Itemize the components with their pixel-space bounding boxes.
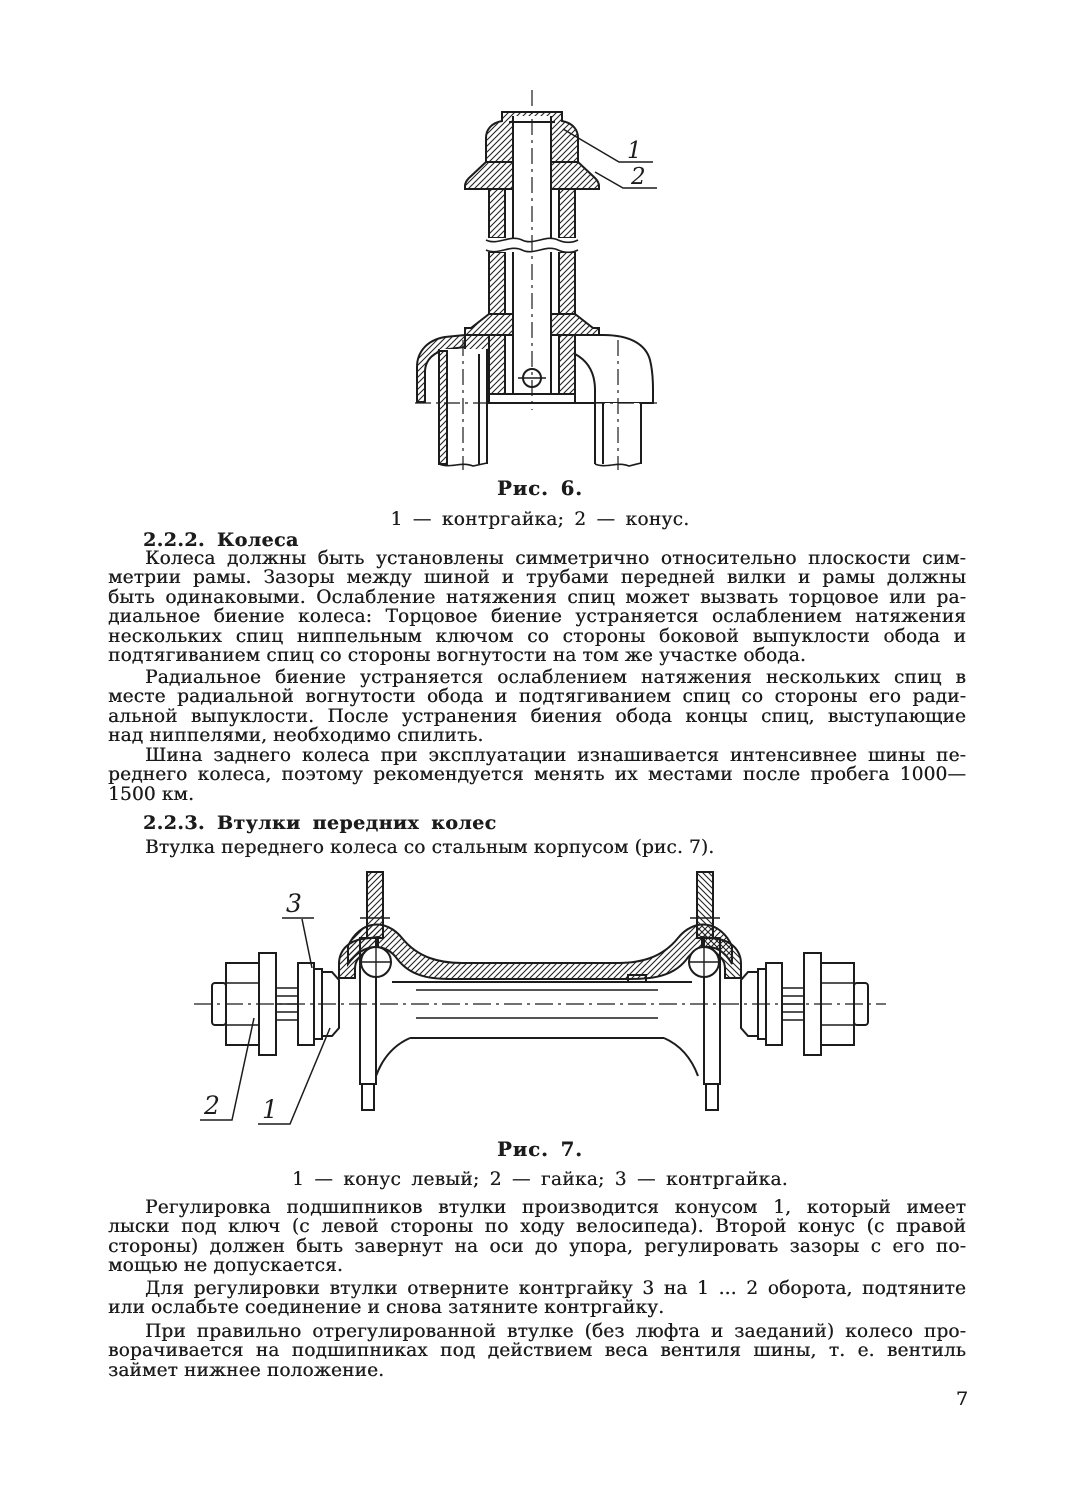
figure-7-label-2: 2 xyxy=(204,1091,220,1120)
text-line: нескольких спиц ниппельным ключом со стороны боковой выпуклости обода и xyxy=(108,625,966,647)
section-heading-2-2-3: 2.2.3. Втулки передних колес xyxy=(143,812,497,834)
text-line: метрии рамы. Зазоры между шиной и трубами передней вилки и рамы должны xyxy=(108,567,966,589)
hub-barrel xyxy=(376,975,698,1076)
text-line: Шина заднего колеса при эксплуатации изнашивается интенсивнее шины пе- xyxy=(145,745,966,766)
text-line: Втулка переднего колеса со стальным корпусом (рис. 7). xyxy=(145,837,715,858)
page-number: 7 xyxy=(955,1388,968,1410)
dropout-tab xyxy=(367,872,383,938)
paragraph xyxy=(108,1198,966,1276)
fork-crown-right xyxy=(575,335,653,403)
text-line: реднего колеса, поэтому рекомендуется менять их местами после пробега 1000— xyxy=(108,764,966,786)
text-line: или ослабьте соединение и снова затяните контргайку. xyxy=(108,1297,665,1319)
figure-6-drawing xyxy=(405,72,665,472)
text-line: Колеса должны быть установлены симметрично относительно плоскости сим- xyxy=(145,548,966,569)
text-line: Для регулировки втулки отверните контргайку 3 на 1 ... 2 оборота, подтяните xyxy=(145,1278,966,1299)
figure-7-legend: 1 — конус левый; 2 — гайка; 3 — контргайка. xyxy=(292,1169,788,1190)
paragraph xyxy=(108,668,966,746)
text-line: альной выпуклости. После устранения биения обода концы спиц, выступающие xyxy=(108,705,966,727)
text-line: Регулировка подшипников втулки производится конусом 1, который имеет xyxy=(145,1197,966,1218)
text-line: 1500 км. xyxy=(108,783,194,805)
section-heading-2-2-2: 2.2.2. Колеса xyxy=(143,529,299,551)
text-line: месте радиальной вогнутости обода и подтягиванием спиц со стороны его ради- xyxy=(108,686,966,708)
paragraph xyxy=(108,838,966,857)
figure-7-title: Рис. 7. xyxy=(497,1138,583,1161)
figure-7-label-3: 3 xyxy=(286,889,302,918)
text-line: над ниппелями, необходимо спилить. xyxy=(108,725,484,747)
paragraph xyxy=(108,1322,966,1380)
paragraph xyxy=(108,549,966,665)
figure-6-legend: 1 — контргайка; 2 — конус. xyxy=(390,509,690,530)
paragraph xyxy=(108,746,966,804)
hub-shell-section xyxy=(348,925,732,979)
text-line: ворачивается на подшипниках под действием веса вентиля шины, т. е. вентиль xyxy=(108,1340,966,1362)
text-line: займет нижнее положение. xyxy=(108,1359,385,1381)
text-line: При правильно отрегулированной втулке (без люфта и заеданий) колесо про- xyxy=(145,1321,966,1342)
figure-7-drawing xyxy=(180,866,900,1136)
figure-6-title: Рис. 6. xyxy=(497,477,583,500)
text-line: подтягиванием спиц со стороны вогнутости на том же участке обода. xyxy=(108,645,806,667)
text-line: лыски под ключ (с левой стороны по ходу велосипеда). Второй конус (с правой xyxy=(108,1216,966,1238)
hub-right-assembly xyxy=(689,872,868,1110)
text-line: диальное биение колеса: Торцовое биение устраняется ослаблением натяжения xyxy=(108,606,966,628)
figure-7-label-1: 1 xyxy=(262,1095,278,1124)
figure-6-label-2: 2 xyxy=(631,164,646,190)
figure-6-label-1: 1 xyxy=(627,138,642,164)
text-line: Радиальное биение устраняется ослаблением натяжения нескольких спиц в xyxy=(145,667,966,688)
text-line: стороны) должен быть завернут на оси до упора, регулировать зазоры с его по- xyxy=(108,1235,966,1257)
text-line: мощью не допускается. xyxy=(108,1255,343,1277)
text-line: быть одинаковыми. Ослабление натяжения спиц может вызвать торцовое или ра- xyxy=(108,586,966,608)
paragraph xyxy=(108,1279,966,1318)
